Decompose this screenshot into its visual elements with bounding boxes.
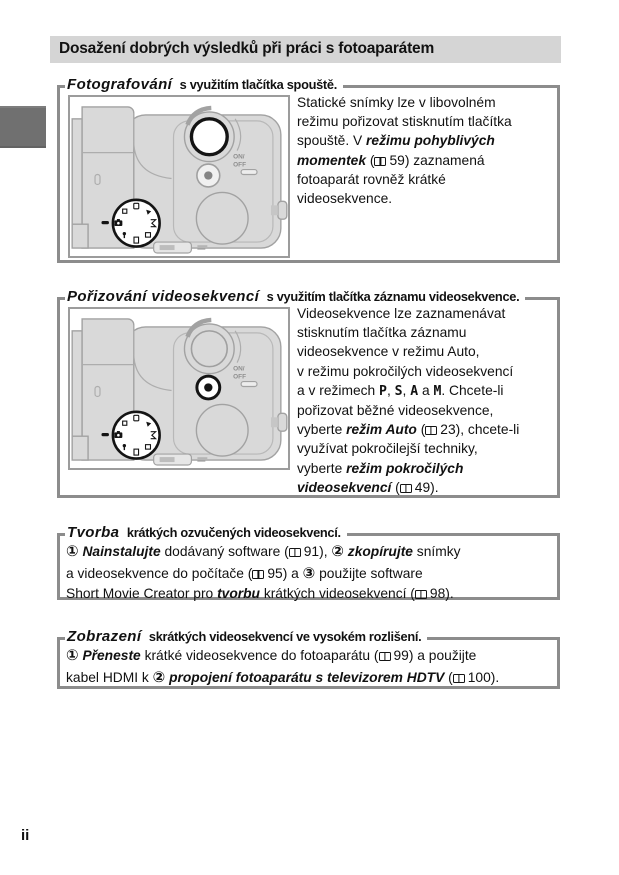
- section-paragraph: ① Přeneste krátké videosekvence do fotoaparátu ( 99) a použijte kabel HDMI k ② propojení fotoaparátu s televizorem HDTV ( 100).: [66, 646, 500, 686]
- step-number: ②: [152, 667, 166, 686]
- chapter-edge-tab: [0, 106, 46, 148]
- section-paragraph: ① Nainstalujte dodávaný software ( 91), ② zkopírujte snímky a videosekvence do počítače ( 95) a ③ použijte software Short Movie Creator pro tvorbu krátkých videosekvencí ( 98).: [66, 542, 461, 601]
- shutter-button-highlighted: [191, 119, 227, 155]
- section-movies: [57, 288, 560, 498]
- emphasis-term: propojení fotoaparátu s televizorem HDTV: [165, 669, 445, 685]
- strap-lug: [278, 201, 287, 219]
- camera-top-view-shutter-highlighted: [70, 97, 288, 256]
- emphasis-term: Nainstalujte: [78, 544, 161, 559]
- on-off-label: ON/: [233, 153, 245, 161]
- section-heading-rest: s využitím tlačítka spouště.: [179, 77, 337, 92]
- emphasis-term: momentek: [297, 152, 367, 168]
- camera-top-view-record-highlighted: [70, 309, 288, 468]
- movie-record-dot: [204, 383, 212, 391]
- emphasis-term: režim pokročilých: [346, 460, 464, 476]
- section-heading-rest: s využitím tlačítka záznamu videosekvence.: [266, 289, 520, 304]
- page-book-icon: [289, 548, 301, 557]
- section-heading-lead: Pořizování videosekvencí: [67, 288, 260, 305]
- strap-lug: [278, 413, 287, 431]
- power-lamp: [241, 170, 257, 175]
- step-number: ③: [302, 563, 316, 582]
- page-book-icon: [379, 652, 391, 661]
- section-heading-lead: Tvorba: [67, 524, 120, 541]
- page-book-icon: [400, 484, 412, 493]
- dial-index-mark: [101, 221, 108, 224]
- camera-mode-letter: S: [394, 383, 403, 399]
- section-heading-lead: Fotografování: [67, 76, 173, 93]
- emphasis-term: zkopírujte: [343, 544, 413, 559]
- section-heading: [65, 525, 347, 541]
- step-number: ②: [331, 542, 344, 560]
- page-book-icon: [374, 157, 386, 166]
- section-heading: [65, 629, 427, 645]
- page-book-icon: [415, 590, 427, 599]
- page-reference: 100: [453, 670, 491, 685]
- on-off-label: OFF: [233, 161, 247, 169]
- page-number: ii: [21, 827, 30, 844]
- emphasis-term: Přeneste: [78, 648, 141, 663]
- page-reference: 98: [415, 586, 445, 601]
- multi-selector: [196, 192, 248, 244]
- shutter-button: [191, 331, 227, 367]
- page-reference: 95: [252, 566, 282, 581]
- page-reference: 99: [379, 648, 409, 663]
- camera-illustration-record-frame: [68, 307, 290, 470]
- camera-mode-letter: A: [410, 383, 419, 399]
- page-title: Dosažení dobrých výsledků při práci s fotoaparátem: [50, 36, 561, 63]
- step-number: ①: [66, 542, 79, 560]
- camera-illustration-shutter-frame: [68, 95, 290, 258]
- page-reference: 49: [400, 480, 430, 495]
- power-lamp: [241, 382, 257, 387]
- section-view-hd: [57, 628, 560, 689]
- page-book-icon: [453, 674, 465, 683]
- camera-mode-letter: M: [433, 383, 442, 399]
- page-reference: 59: [374, 153, 404, 168]
- section-heading-rest: krátkých ozvučených videosekvencí.: [126, 525, 341, 540]
- emphasis-term: videosekvencí: [297, 479, 392, 495]
- emphasis-term: režimu pohyblivých: [366, 133, 495, 149]
- page-reference: 91: [289, 544, 319, 559]
- dial-index-mark: [101, 433, 108, 436]
- emphasis-term: režim Auto: [346, 422, 417, 438]
- step-number: ①: [66, 646, 79, 664]
- multi-selector: [196, 404, 248, 456]
- section-paragraph: Videosekvence lze zaznamenávat stisknutím tlačítka záznamu videosekvence v režimu Auto, v režimu pokročilých videosekvencí a v režimech P, S, A a M. Chcete-li pořizovat běžné videosekvence, vyberte režim Auto ( 23), chcete-li využívat pokročilejší techniky, vyberte režim pokročilých videosekvencí ( 49).: [297, 306, 520, 495]
- section-heading: [65, 289, 525, 305]
- section-paragraph: Statické snímky lze v libovolném režimu pořizovat stisknutím tlačítka spouště. V režimu pohyblivých momentek ( 59) zaznamená fotoaparát rovněž krátké videosekvence.: [297, 95, 512, 207]
- emphasis-term: tvorbu: [217, 586, 260, 601]
- on-off-label: ON/: [233, 365, 245, 373]
- on-off-label: OFF: [233, 373, 247, 381]
- page-reference: 23: [425, 422, 455, 437]
- section-create-short-movies: [57, 524, 560, 601]
- movie-record-dot: [204, 171, 212, 179]
- section-heading-lead: Zobrazení: [67, 628, 142, 645]
- section-photography: [57, 76, 560, 263]
- section-heading-rest: skrátkých videosekvencí ve vysokém rozlišení.: [148, 629, 422, 644]
- camera-mode-letter: P: [379, 383, 387, 399]
- page-book-icon: [425, 426, 437, 435]
- section-heading: [65, 77, 343, 93]
- page-book-icon: [252, 570, 264, 579]
